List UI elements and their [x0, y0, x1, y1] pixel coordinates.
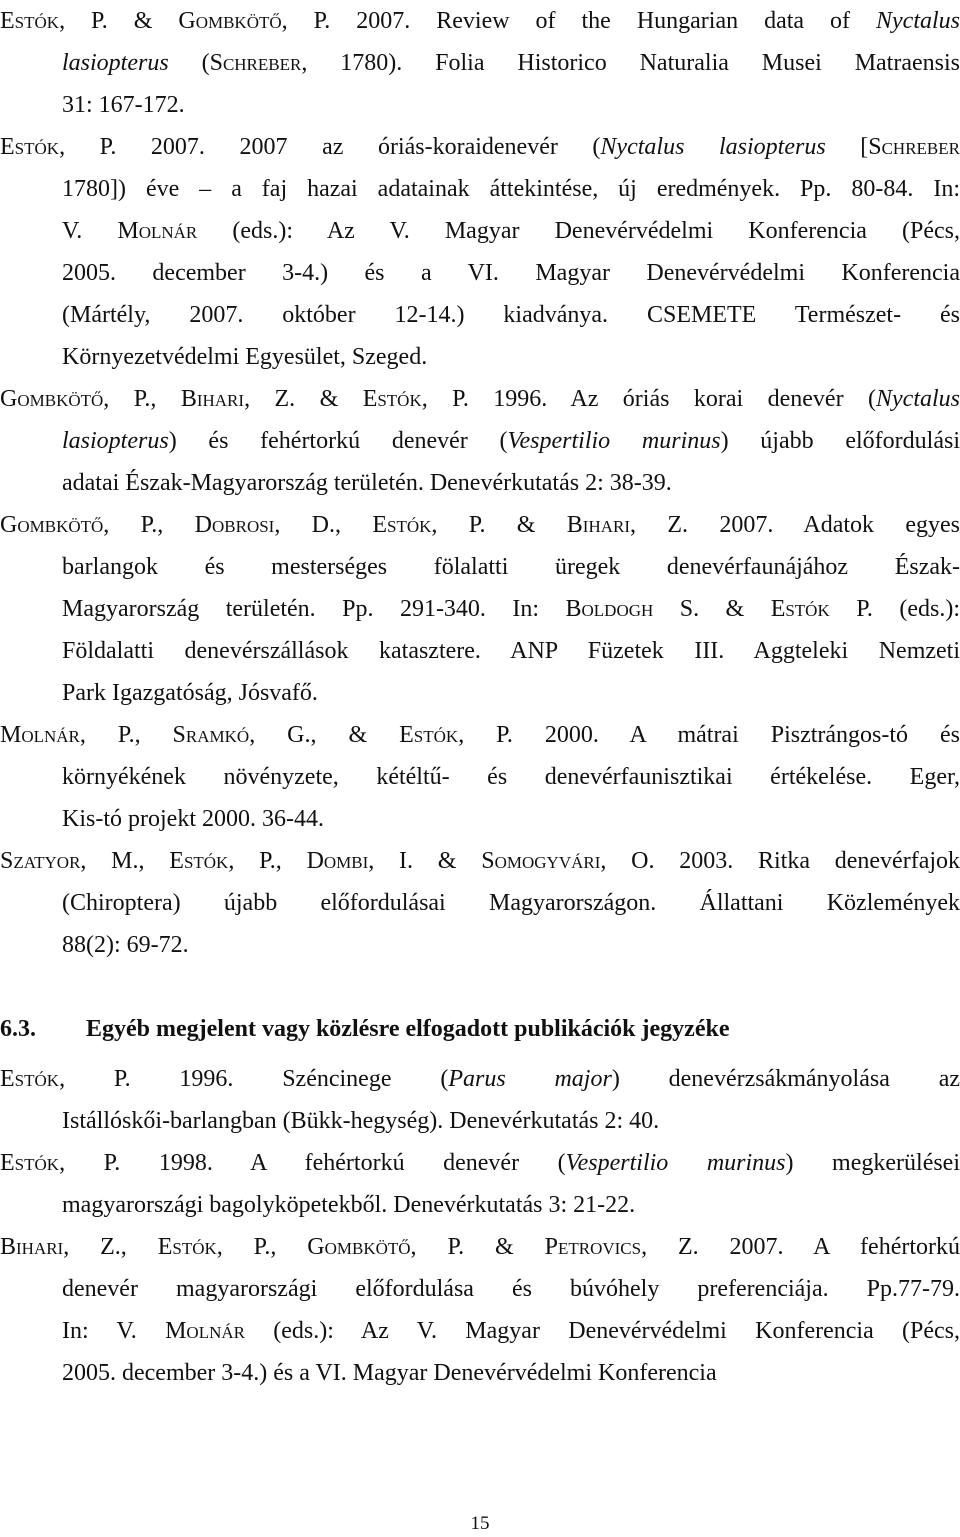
reference-line	[0, 336, 960, 378]
text-run: , P.,	[79, 722, 173, 748]
reference-line	[0, 630, 960, 672]
reference-line	[0, 168, 960, 210]
text-run: V.	[62, 218, 118, 244]
author-name: Estók	[169, 848, 229, 874]
text-run: (eds.): Az V. Magyar Denevérvédelmi Konferencia (Pécs,	[197, 218, 960, 244]
text-run: , 1780). Folia Historico Naturalia Musei Matraensis	[301, 50, 960, 76]
text-run: ) megkerülései	[785, 1150, 960, 1176]
text-run: , P. &	[59, 8, 179, 34]
reference-line	[0, 1352, 960, 1394]
author-name: Estók	[157, 1234, 217, 1260]
reference-line	[0, 672, 960, 714]
author-name: Molnár	[117, 218, 198, 244]
reference-entry	[0, 504, 960, 714]
text-run: , P. 1998. A fehértorkú denevér (	[59, 1150, 566, 1176]
author-name: Boldogh	[565, 596, 654, 622]
reference-line	[0, 84, 960, 126]
reference-line	[0, 1100, 960, 1142]
text-run: In: V.	[62, 1318, 166, 1344]
reference-line	[0, 756, 960, 798]
reference-line	[0, 1268, 960, 1310]
reference-line	[0, 420, 960, 462]
text-run: , Z. &	[244, 386, 363, 412]
text-run: , P.,	[103, 512, 195, 538]
author-name: Sramkó	[172, 722, 250, 748]
author-name: Gombkötő	[307, 1234, 411, 1260]
text-run: 88(2): 69-72.	[62, 932, 189, 958]
text-run: , P. 2007. Review of the Hungarian data of	[281, 8, 877, 34]
reference-entry	[0, 1226, 960, 1394]
reference-line	[0, 42, 960, 84]
author-name: Estók	[399, 722, 459, 748]
text-run: magyarországi bagolyköpetekből. Denevérkutatás 3: 21-22.	[62, 1192, 636, 1218]
section-title: Egyéb megjelent vagy közlésre elfogadott publikációk jegyzéke	[86, 1016, 730, 1042]
italic-text: Nyctalus	[876, 386, 960, 412]
text-run: 1780]) éve – a faj hazai adatainak áttekintése, új eredmények. Pp. 80-84. In:	[62, 176, 960, 202]
reference-list-publications	[0, 1058, 960, 1394]
reference-line	[0, 294, 960, 336]
reference-line	[0, 1310, 960, 1352]
reference-entry	[0, 126, 960, 378]
text-run: 2005. december 3-4.) és a VI. Magyar Denevérvédelmi Konferencia	[62, 1360, 717, 1386]
author-name: Dombi	[306, 848, 369, 874]
author-name: Schreber	[868, 134, 960, 160]
author-name: Gombkötő	[178, 8, 282, 34]
text-run: , P. 1996. Az óriás korai denevér (	[421, 386, 877, 412]
text-run: ) újabb előfordulási	[720, 428, 960, 454]
author-name: Bihari	[566, 512, 631, 538]
italic-text: Parus major	[448, 1066, 612, 1092]
reference-line	[0, 546, 960, 588]
reference-entry	[0, 840, 960, 966]
reference-entry	[0, 1058, 960, 1142]
text-run: P. (eds.):	[829, 596, 960, 622]
reference-line	[0, 924, 960, 966]
reference-entry	[0, 1142, 960, 1226]
text-run: 2005. december 3-4.) és a VI. Magyar Denevérvédelmi Konferencia	[62, 260, 960, 286]
text-run: környékének növényzete, kétéltű- és denevérfaunisztikai értékelése. Eger,	[62, 764, 960, 790]
author-name: Molnár	[165, 1318, 245, 1344]
author-name: Bihari	[180, 386, 245, 412]
text-run: , P. &	[431, 512, 567, 538]
text-run: , Z. 2007. A fehértorkú	[641, 1234, 960, 1260]
text-run: 31: 167-172.	[62, 92, 185, 118]
author-name: Petrovics	[544, 1234, 642, 1260]
author-name: Bihari	[0, 1234, 64, 1260]
reference-line	[0, 252, 960, 294]
text-run: , D.,	[274, 512, 373, 538]
reference-line	[0, 1058, 960, 1100]
text-run: (Chiroptera) újabb előfordulásai Magyarországon. Állattani Közlemények	[62, 890, 960, 916]
reference-line	[0, 840, 960, 882]
text-run: , O. 2003. Ritka denevérfajok	[600, 848, 960, 874]
text-run: barlangok és mesterséges fölalatti üregek denevérfaunájához Észak-	[62, 554, 960, 580]
author-name: Szatyor	[0, 848, 81, 874]
reference-entry	[0, 0, 960, 126]
author-name: Schreber	[209, 50, 302, 76]
text-run: , P. &	[410, 1234, 545, 1260]
reference-line	[0, 1184, 960, 1226]
author-name: Somogyvári	[481, 848, 601, 874]
text-run: , P. 1996. Széncinege (	[59, 1066, 449, 1092]
italic-text: Vespertilio murinus	[507, 428, 721, 454]
reference-line	[0, 1226, 960, 1268]
reference-line	[0, 714, 960, 756]
reference-line	[0, 588, 960, 630]
author-name: Estók	[362, 386, 422, 412]
author-name: Estók	[0, 8, 60, 34]
text-run: , G., &	[249, 722, 400, 748]
section-number: 6.3.	[0, 1016, 36, 1042]
author-name: Gombkötő	[0, 512, 104, 538]
reference-line	[0, 504, 960, 546]
text-run: , P.,	[216, 1234, 308, 1260]
author-name: Estók	[0, 1150, 60, 1176]
text-run: , P. 2000. A mátrai Pisztrángos-tó és	[458, 722, 960, 748]
text-run: Földalatti denevérszállások katasztere. ANP Füzetek III. Aggteleki Nemzeti	[62, 638, 960, 664]
text-run: (	[168, 50, 210, 76]
reference-line	[0, 882, 960, 924]
italic-text: lasiopterus	[62, 428, 169, 454]
text-run: S. &	[653, 596, 771, 622]
reference-line	[0, 126, 960, 168]
text-run: , P.,	[103, 386, 181, 412]
text-run: (Mártély, 2007. október 12-14.) kiadványa. CSEMETE Természet- és	[62, 302, 960, 328]
italic-text: Vespertilio murinus	[565, 1150, 786, 1176]
text-run: Környezetvédelmi Egyesület, Szeged.	[62, 344, 428, 370]
text-run: adatai Észak-Magyarország területén. Denevérkutatás 2: 38-39.	[62, 470, 672, 496]
reference-line	[0, 798, 960, 840]
reference-entry	[0, 378, 960, 504]
reference-line	[0, 462, 960, 504]
author-name: Dobrosi	[194, 512, 275, 538]
reference-line	[0, 1142, 960, 1184]
page-number: 15	[470, 1513, 490, 1534]
text-run: (eds.): Az V. Magyar Denevérvédelmi Konferencia (Pécs,	[244, 1318, 960, 1344]
text-run: , M.,	[80, 848, 170, 874]
author-name: Estók	[0, 134, 60, 160]
text-run: denevér magyarországi előfordulása és búvóhely preferenciája. Pp.77-79.	[62, 1276, 960, 1302]
text-run: ) denevérzsákmányolása az	[611, 1066, 960, 1092]
text-run: , Z.,	[63, 1234, 158, 1260]
reference-line	[0, 0, 960, 42]
text-run: Istállóskői-barlangban (Bükk-hegység). Denevérkutatás 2: 40.	[62, 1108, 660, 1134]
author-name: Gombkötő	[0, 386, 104, 412]
text-run: Magyarország területén. Pp. 291-340. In:	[62, 596, 566, 622]
reference-entry	[0, 714, 960, 840]
text-run: ) és fehértorkú denevér (	[168, 428, 508, 454]
text-run: [	[825, 134, 869, 160]
text-run: , P.,	[228, 848, 307, 874]
section-heading	[0, 1008, 960, 1050]
text-run: Park Igazgatóság, Jósvafő.	[62, 680, 318, 706]
text-run: Kis-tó projekt 2000. 36-44.	[62, 806, 324, 832]
author-name: Estók	[0, 1066, 60, 1092]
italic-text: lasiopterus	[62, 50, 169, 76]
text-run: , P. 2007. 2007 az óriás-koraidenevér (	[59, 134, 601, 160]
reference-line	[0, 378, 960, 420]
author-name: Molnár	[0, 722, 80, 748]
text-run: , Z. 2007. Adatok egyes	[630, 512, 960, 538]
italic-text: Nyctalus	[876, 8, 960, 34]
reference-line	[0, 210, 960, 252]
author-name: Estók	[770, 596, 830, 622]
author-name: Estók	[372, 512, 432, 538]
italic-text: Nyctalus lasiopterus	[600, 134, 826, 160]
text-run: , I. &	[368, 848, 482, 874]
